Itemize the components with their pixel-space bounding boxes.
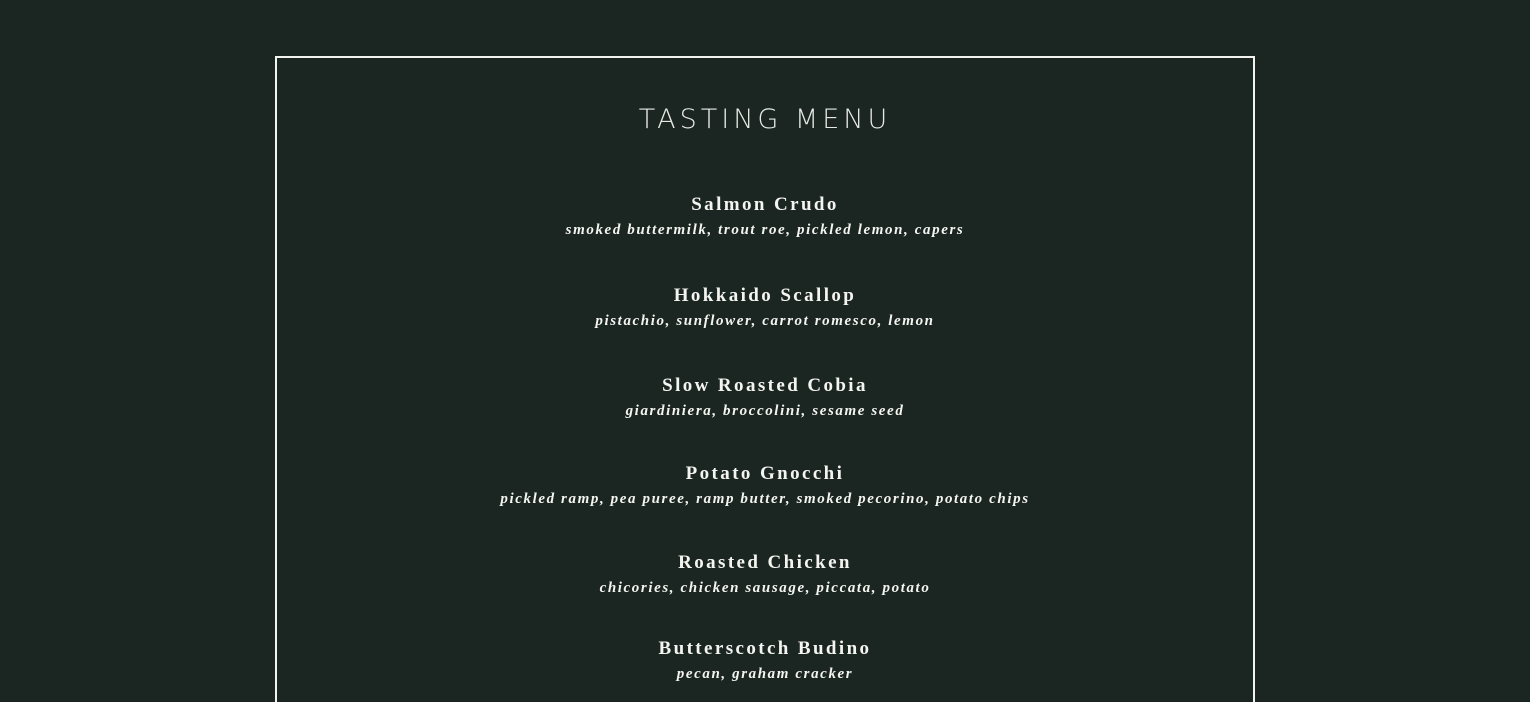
course-item: [277, 462, 1253, 510]
menu-frame: [275, 56, 1255, 702]
course-name: Hokkaido Scallop: [673, 285, 857, 306]
course-name: Roasted Chicken: [678, 552, 852, 573]
course-item: [277, 637, 1253, 685]
course-description: giardiniera, broccolini, sesame seed: [625, 403, 905, 419]
course-description: pickled ramp, pea puree, ramp butter, smoked pecorino, potato chips: [500, 491, 1030, 507]
course-description: smoked buttermilk, trout roe, pickled lemon, capers: [565, 222, 965, 238]
course-item: [277, 551, 1253, 599]
course-description: chicories, chicken sausage, piccata, potato: [599, 580, 931, 596]
course-name: Potato Gnocchi: [685, 463, 845, 484]
course-name: Salmon Crudo: [691, 194, 839, 215]
menu-title: TASTING MENU: [638, 104, 892, 135]
course-name: Slow Roasted Cobia: [662, 375, 868, 396]
course-description: pistachio, sunflower, carrot romesco, lemon: [595, 313, 935, 329]
course-name: Butterscotch Budino: [658, 638, 872, 659]
course-item: [277, 193, 1253, 241]
course-description: pecan, graham cracker: [676, 666, 854, 682]
course-item: [277, 284, 1253, 332]
course-item: [277, 374, 1253, 422]
